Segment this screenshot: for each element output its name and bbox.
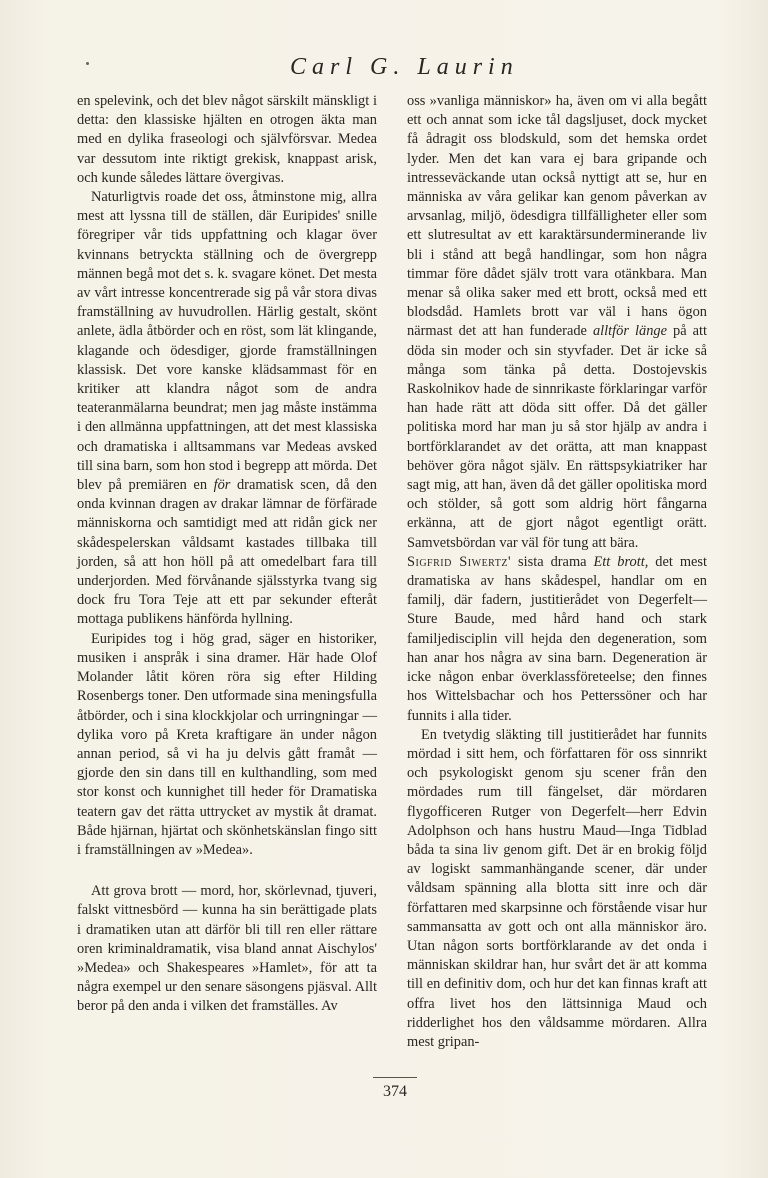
author-name: Sigfrid Siwertz'	[407, 553, 512, 570]
paragraph: Euripides tog i hög grad, säger en historiker, musiken i anspråk i sina dramer. Här hade Olof Molander låtit kören röra sig efter Hilding Rosenbergs toner. Den utformade sina meningsfulla åtbörder, och i sina klockkjolar och urringningar — dylika voro på Kreta kraftigare än under någon annan period, så vi ha ju delvis gått framåt — gjorde den sin dans till en kulthandling, som med stor konst och kunnighet till heder för Dramatiska teatern gav det rätta uttrycket av mystik åt dramat. Både hjärnan, hjärtat och skönhetskänslan fingo sitt i framställningen av »Medea».	[77, 630, 377, 858]
paragraph: en spelevink, och det blev något särskilt mänskligt i detta: den klassiske hjälten en otrogen äkta man med en dylika fraseologi och självförsvar. Medea var dessutom inte riktigt grekisk, knappast arisk, och kunde således lättare övergivas.	[77, 93, 377, 186]
right-column	[407, 92, 707, 1052]
paragraph-text: på att döda sin moder och sin styvfader. Det är icke så många som tänka på detta. Dostojevskis Raskolnikov hade de sinnrikaste förklaringar varför han hade rätt att döda sitt offer. Då det gäller politiska mord har man ju så stor hjälp av andra i bortförklarandet av det orätta, att man knappast behöver göra något själv. En rättspsykiatriker har sagt mig, att han, även då det gäller opolitiska mord och stölder, så gott som aldrig hört fångarna erkänna, att de gjort något egentligt orätt. Samvetsbördan var väl för tung att bära.	[407, 323, 707, 551]
emphasis: alltför länge	[592, 323, 667, 340]
paragraph	[407, 553, 707, 726]
paragraph-text: dramatisk scen, då den onda kvinnan dragen av drakar lämnar de förfärade människorna och samtidigt med att ridån gick ner skådespelerskan våldsamt kastades tillbaka till jorden, så att hon höll på att omedelbart fara till underjorden. Med förvånande själsstyrka tvang sig dock fru Tora Teje att ett par sekunder efteråt mottaga publikens hänförda hyllning.	[77, 477, 377, 628]
paragraph	[77, 188, 377, 630]
paragraph-text: sista drama	[511, 553, 594, 570]
paragraph-text: Naturligtvis roade det oss, åtminstone mig, allra mest att lyssna till de ställen, där Euripides' snille föregriper vår tids uppfattning och klagar över kvinnans betryckta ställning och de övergrepp männen begå mot det s. k. svagare könet. Det mesta av vårt intresse koncentrerade sig på vår stora divas framställning av huvudrollen. Härlig gestalt, skönt anlete, ädla åtbörder och en röst, som lät klingande, klagande och ödesdiger, gjorde framställningen klassisk. Det vore kanske klädsammast för en kritiker att klandra något som de andra teateranmälarna beundrat; men jag måste instämma i den allmänna uppfattningen, att det mest klassiska och dramatiska i alltsammans var Medeas avsked till sina barn, som hon stod i begrepp att mörda. Det blev på premiären en	[77, 189, 377, 494]
emphasis: för	[213, 477, 231, 494]
play-title: Ett brott,	[593, 553, 649, 570]
paragraph-text: det mest dramatiska av hans skådespel, handlar om en familj, där fadern, justitierådet von Degerfelt—Sture Baude, med hård hand och stark familjedisciplin vill hejda den degeneration, som han anar hos några av sina barn. Degeneration är icke någon enbar överklassföreteelse; den finnes hos Wittelsbachar och hos Petterssöner och har funnits i alla tider.	[407, 553, 707, 724]
ink-speck	[86, 62, 89, 65]
paragraph-text: oss »vanliga människor» ha, även om vi alla begått ett och annat som icke tål dagsljuset, dock mycket få ådragit oss blodskuld, som det hemska ordet lyder. Men det kan vara ej bara gripande och intresseväckande utan också nyttigt att se, hur en människa av våra gelikar kan genom påverkan av arvsanlag, miljö, ödesdigra tillfälligheter eller som ett slutresultat av ett karaktärsunderminerande liv bli i stånd att begå handlingar, som hon några timmar före dådet själv trott vara otänkbara. Man menar så olika saker med ett brott, också med ett blodsdåd. Hamlets brott var väl i hans ögon närmast det att han funderade	[407, 93, 707, 340]
paragraph: Att grova brott — mord, hor, skörlevnad, tjuveri, falskt vittnesbörd — kunna ha sin berättigade plats i dramatiken utan att därför bli till ren eller rättare oren kriminaldramatik, visa bland annat Aischylos' »Medea» och Shakespeares »Hamlet», för att ta några exempel ur den senare säsongens pjäsval. Allt beror på den anda i vilken det framställes. Av	[77, 883, 377, 1015]
paragraph: En tvetydig släkting till justitierådet har funnits mördad i sitt hem, och författaren för oss sinnrikt och psykologiskt genom sju scener från den mördades rum till fängelset, där mördaren flygofficeren Rutger von Degerfelt—herr Edvin Adolphson och hans hustru Maud—Inga Tidblad båda ta sina liv genom gift. Det är en brokig följd av logiskt sammanhängande scener, där under våldsam spänning alla blotta sitt inre och där författaren med skarpsinne och förstående visar hur sammansatta av gott och ont alla människor äro. Utan någon sorts bortförklarande av det onda i människan skildrar han, hur svårt det är att komma till en definitiv dom, och hur det kan finnas kraft att offra livet hos den lättsinniga Maud och ridderlighet hos den våldsamme mördaren. Allra mest gripan-	[407, 726, 707, 1050]
page-number: 374	[383, 1083, 407, 1100]
paragraph	[407, 92, 707, 553]
left-column	[77, 92, 377, 1017]
folio-rule	[373, 1077, 417, 1078]
running-header: Carl G. Laurin	[290, 54, 519, 80]
